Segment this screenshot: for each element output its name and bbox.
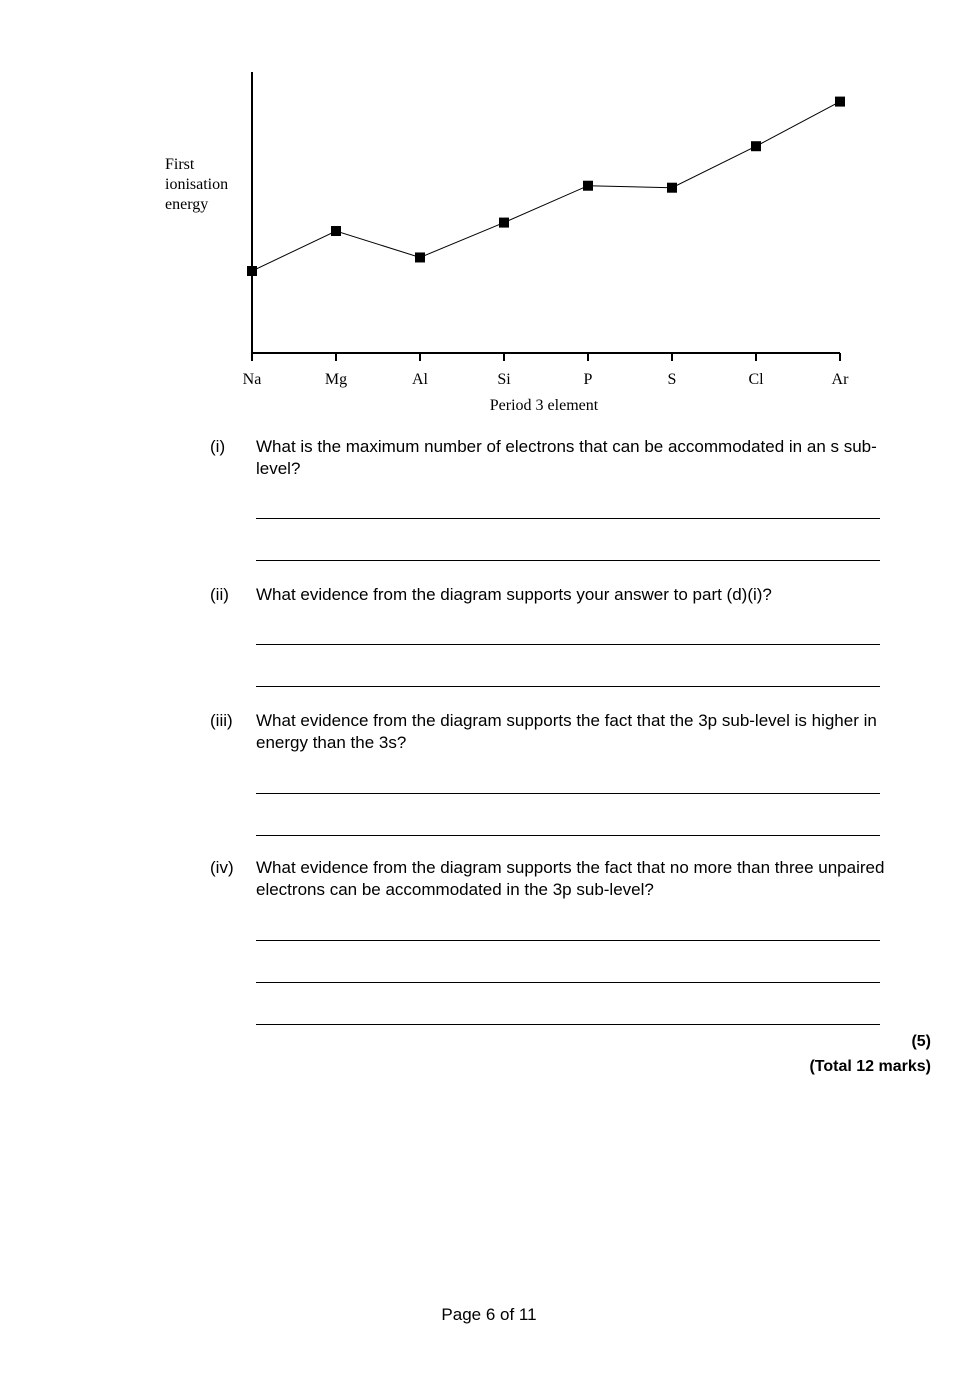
question-number: (i) (210, 437, 226, 456)
x-axis-label: Period 3 element (489, 397, 599, 414)
ionisation-energy-chart (0, 0, 978, 430)
y-axis-label-line: First (165, 156, 195, 173)
y-axis-label-line: energy (165, 196, 209, 213)
x-tick-label: S (667, 371, 677, 388)
data-point (415, 252, 425, 262)
answer-line[interactable] (256, 518, 880, 519)
data-point (499, 218, 509, 228)
data-point (751, 141, 761, 151)
x-tick-label: Cl (748, 371, 764, 388)
data-point (247, 266, 257, 276)
question-text: What evidence from the diagram supports your answer to part (d)(i)? (256, 585, 772, 604)
answer-line[interactable] (256, 940, 880, 941)
y-axis-label (165, 156, 228, 213)
question-text: What is the maximum number of electrons that can be accommodated in an s sub-level? (256, 437, 877, 478)
question-text: What evidence from the diagram supports the fact that no more than three unpaired electrons can be accommodated in the 3p sub-level? (256, 858, 885, 899)
answer-line[interactable] (256, 793, 880, 794)
answer-line[interactable] (256, 1024, 880, 1025)
x-tick-label: Na (242, 371, 262, 388)
x-tick-label: Mg (324, 371, 348, 388)
question-number: (ii) (210, 585, 229, 604)
question-number: (iv) (210, 858, 234, 877)
x-tick-label: P (583, 371, 593, 388)
series-line (252, 102, 840, 271)
x-tick-label: Al (412, 371, 428, 388)
x-tick-label: Si (497, 371, 511, 388)
answer-line[interactable] (256, 686, 880, 687)
answer-line[interactable] (256, 644, 880, 645)
answer-line[interactable] (256, 835, 880, 836)
question-number: (iii) (210, 711, 233, 730)
data-point (583, 181, 593, 191)
page-footer: Page 6 of 11 (441, 1305, 537, 1324)
marks-label: (5) (911, 1033, 931, 1050)
answer-line[interactable] (256, 982, 880, 983)
question-text: What evidence from the diagram supports the fact that the 3p sub-level is higher in energy than the 3s? (256, 711, 877, 752)
total-marks-label: (Total 12 marks) (809, 1058, 931, 1075)
answer-line[interactable] (256, 560, 880, 561)
chart-axes (252, 72, 840, 353)
data-point (667, 183, 677, 193)
y-axis-label-line: ionisation (165, 176, 229, 193)
x-tick-label: Ar (831, 371, 849, 388)
data-point (331, 226, 341, 236)
data-point (835, 97, 845, 107)
